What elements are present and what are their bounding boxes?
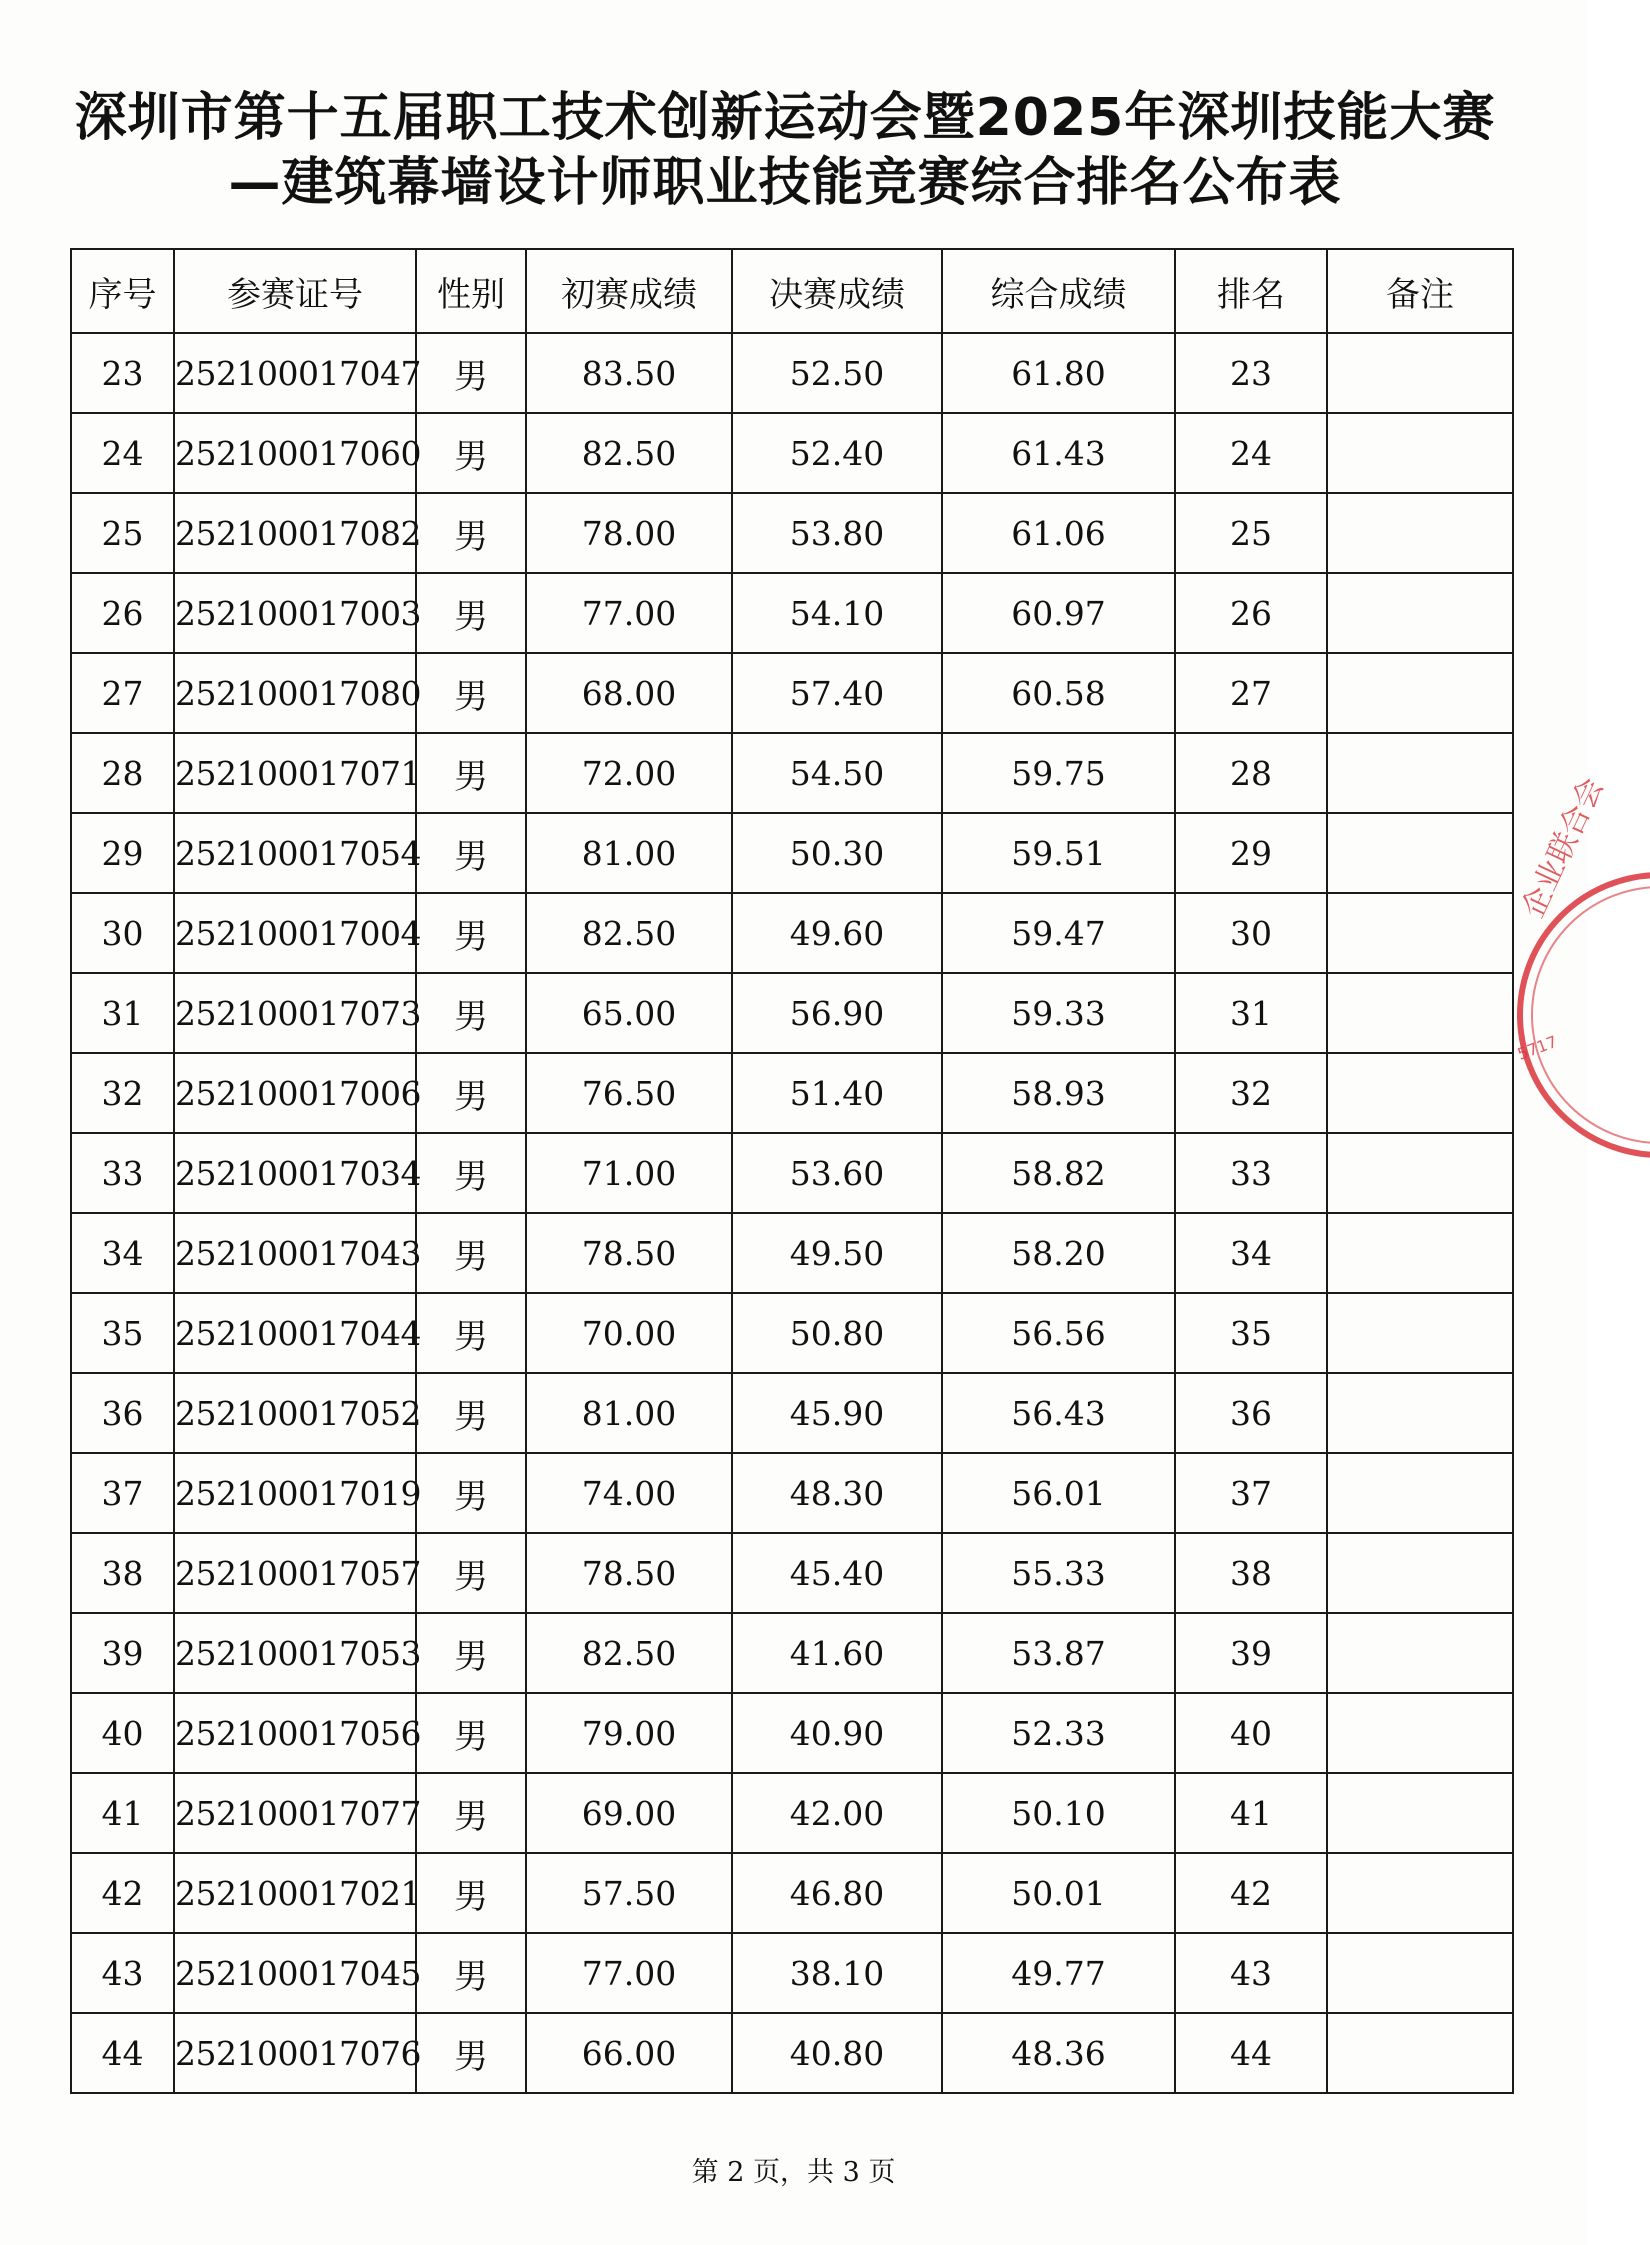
cell-preliminary-score: 70.00 [526, 1293, 732, 1373]
cell-serial-number: 24 [71, 413, 174, 493]
cell-certificate-number: 252100017003 [174, 573, 416, 653]
cell-serial-number: 37 [71, 1453, 174, 1533]
cell-rank: 44 [1175, 2013, 1327, 2093]
cell-gender: 男 [416, 653, 526, 733]
header-preliminary-score: 初赛成绩 [526, 249, 732, 333]
cell-serial-number: 33 [71, 1133, 174, 1213]
cell-remarks [1327, 1613, 1513, 1693]
cell-final-score: 49.60 [732, 893, 942, 973]
cell-certificate-number: 252100017080 [174, 653, 416, 733]
cell-certificate-number: 252100017019 [174, 1453, 416, 1533]
cell-gender: 男 [416, 1693, 526, 1773]
cell-certificate-number: 252100017060 [174, 413, 416, 493]
cell-gender: 男 [416, 1933, 526, 2013]
cell-serial-number: 31 [71, 973, 174, 1053]
cell-preliminary-score: 82.50 [526, 893, 732, 973]
cell-rank: 35 [1175, 1293, 1327, 1373]
cell-rank: 24 [1175, 413, 1327, 493]
cell-overall-score: 58.93 [942, 1053, 1175, 1133]
cell-overall-score: 61.80 [942, 333, 1175, 413]
table-row [71, 573, 1513, 653]
table-row [71, 333, 1513, 413]
cell-remarks [1327, 1693, 1513, 1773]
cell-final-score: 48.30 [732, 1453, 942, 1533]
table-row [71, 893, 1513, 973]
official-seal-stamp [1500, 772, 1650, 1170]
table-row [71, 2013, 1513, 2093]
cell-final-score: 42.00 [732, 1773, 942, 1853]
cell-remarks [1327, 1453, 1513, 1533]
cell-gender: 男 [416, 733, 526, 813]
cell-overall-score: 58.20 [942, 1213, 1175, 1293]
cell-gender: 男 [416, 1373, 526, 1453]
cell-overall-score: 59.33 [942, 973, 1175, 1053]
cell-final-score: 54.50 [732, 733, 942, 813]
cell-final-score: 46.80 [732, 1853, 942, 1933]
table-row [71, 1293, 1513, 1373]
cell-remarks [1327, 1853, 1513, 1933]
table-row [71, 1933, 1513, 2013]
cell-final-score: 52.40 [732, 413, 942, 493]
cell-overall-score: 50.10 [942, 1773, 1175, 1853]
cell-preliminary-score: 76.50 [526, 1053, 732, 1133]
cell-serial-number: 28 [71, 733, 174, 813]
cell-remarks [1327, 573, 1513, 653]
header-remarks: 备注 [1327, 249, 1513, 333]
header-gender: 性别 [416, 249, 526, 333]
cell-final-score: 53.80 [732, 493, 942, 573]
cell-serial-number: 39 [71, 1613, 174, 1693]
cell-preliminary-score: 82.50 [526, 413, 732, 493]
cell-final-score: 51.40 [732, 1053, 942, 1133]
table-row [71, 1773, 1513, 1853]
table-row [71, 1853, 1513, 1933]
cell-remarks [1327, 1533, 1513, 1613]
cell-overall-score: 53.87 [942, 1613, 1175, 1693]
table-row [71, 813, 1513, 893]
cell-overall-score: 52.33 [942, 1693, 1175, 1773]
cell-remarks [1327, 2013, 1513, 2093]
cell-certificate-number: 252100017045 [174, 1933, 416, 2013]
cell-gender: 男 [416, 1453, 526, 1533]
table-row [71, 493, 1513, 573]
cell-preliminary-score: 72.00 [526, 733, 732, 813]
cell-preliminary-score: 78.50 [526, 1533, 732, 1613]
cell-remarks [1327, 733, 1513, 813]
cell-serial-number: 30 [71, 893, 174, 973]
cell-certificate-number: 252100017082 [174, 493, 416, 573]
cell-rank: 41 [1175, 1773, 1327, 1853]
table-row [71, 1613, 1513, 1693]
table-header-row [71, 249, 1513, 333]
cell-remarks [1327, 333, 1513, 413]
cell-rank: 36 [1175, 1373, 1327, 1453]
cell-remarks [1327, 493, 1513, 573]
cell-gender: 男 [416, 413, 526, 493]
cell-remarks [1327, 893, 1513, 973]
cell-overall-score: 58.82 [942, 1133, 1175, 1213]
cell-certificate-number: 252100017071 [174, 733, 416, 813]
cell-gender: 男 [416, 1613, 526, 1693]
cell-serial-number: 29 [71, 813, 174, 893]
cell-overall-score: 49.77 [942, 1933, 1175, 2013]
cell-final-score: 52.50 [732, 333, 942, 413]
cell-overall-score: 59.47 [942, 893, 1175, 973]
cell-certificate-number: 252100017044 [174, 1293, 416, 1373]
cell-overall-score: 56.43 [942, 1373, 1175, 1453]
table-row [71, 653, 1513, 733]
cell-rank: 37 [1175, 1453, 1327, 1533]
header-certificate-number: 参赛证号 [174, 249, 416, 333]
header-overall-score: 综合成绩 [942, 249, 1175, 333]
cell-certificate-number: 252100017073 [174, 973, 416, 1053]
cell-preliminary-score: 66.00 [526, 2013, 732, 2093]
cell-preliminary-score: 74.00 [526, 1453, 732, 1533]
cell-certificate-number: 252100017057 [174, 1533, 416, 1613]
cell-final-score: 50.80 [732, 1293, 942, 1373]
table-row [71, 1533, 1513, 1613]
cell-overall-score: 60.58 [942, 653, 1175, 733]
cell-certificate-number: 252100017004 [174, 893, 416, 973]
header-final-score: 决赛成绩 [732, 249, 942, 333]
cell-remarks [1327, 1053, 1513, 1133]
cell-gender: 男 [416, 333, 526, 413]
cell-overall-score: 55.33 [942, 1533, 1175, 1613]
cell-serial-number: 41 [71, 1773, 174, 1853]
cell-overall-score: 59.51 [942, 813, 1175, 893]
table-row [71, 413, 1513, 493]
cell-certificate-number: 252100017056 [174, 1693, 416, 1773]
cell-final-score: 38.10 [732, 1933, 942, 2013]
cell-certificate-number: 252100017053 [174, 1613, 416, 1693]
cell-rank: 40 [1175, 1693, 1327, 1773]
cell-remarks [1327, 1373, 1513, 1453]
header-rank: 排名 [1175, 249, 1327, 333]
cell-certificate-number: 252100017034 [174, 1133, 416, 1213]
cell-certificate-number: 252100017054 [174, 813, 416, 893]
cell-gender: 男 [416, 1213, 526, 1293]
cell-serial-number: 27 [71, 653, 174, 733]
cell-serial-number: 32 [71, 1053, 174, 1133]
cell-rank: 34 [1175, 1213, 1327, 1293]
cell-overall-score: 50.01 [942, 1853, 1175, 1933]
cell-final-score: 49.50 [732, 1213, 942, 1293]
cell-remarks [1327, 653, 1513, 733]
table-row [71, 1213, 1513, 1293]
seal-code: 5717 [1514, 1031, 1560, 1064]
cell-gender: 男 [416, 2013, 526, 2093]
table-row [71, 1453, 1513, 1533]
cell-preliminary-score: 78.00 [526, 493, 732, 573]
cell-preliminary-score: 81.00 [526, 1373, 732, 1453]
cell-gender: 男 [416, 493, 526, 573]
cell-serial-number: 35 [71, 1293, 174, 1373]
cell-rank: 32 [1175, 1053, 1327, 1133]
cell-final-score: 41.60 [732, 1613, 942, 1693]
cell-rank: 39 [1175, 1613, 1327, 1693]
cell-rank: 26 [1175, 573, 1327, 653]
table-row [71, 1053, 1513, 1133]
page-footer: 第 2 页，共 3 页 [691, 2157, 896, 2188]
cell-preliminary-score: 71.00 [526, 1133, 732, 1213]
cell-gender: 男 [416, 1053, 526, 1133]
cell-final-score: 50.30 [732, 813, 942, 893]
cell-overall-score: 61.43 [942, 413, 1175, 493]
cell-serial-number: 42 [71, 1853, 174, 1933]
table-row [71, 1373, 1513, 1453]
cell-certificate-number: 252100017052 [174, 1373, 416, 1453]
cell-preliminary-score: 79.00 [526, 1693, 732, 1773]
cell-overall-score: 59.75 [942, 733, 1175, 813]
cell-gender: 男 [416, 893, 526, 973]
cell-certificate-number: 252100017043 [174, 1213, 416, 1293]
cell-overall-score: 61.06 [942, 493, 1175, 573]
cell-serial-number: 36 [71, 1373, 174, 1453]
cell-serial-number: 25 [71, 493, 174, 573]
cell-rank: 38 [1175, 1533, 1327, 1613]
cell-gender: 男 [416, 1853, 526, 1933]
cell-remarks [1327, 1773, 1513, 1853]
cell-gender: 男 [416, 1533, 526, 1613]
cell-overall-score: 60.97 [942, 573, 1175, 653]
cell-gender: 男 [416, 973, 526, 1053]
cell-preliminary-score: 78.50 [526, 1213, 732, 1293]
cell-gender: 男 [416, 813, 526, 893]
header-serial-number: 序号 [71, 249, 174, 333]
cell-overall-score: 48.36 [942, 2013, 1175, 2093]
cell-preliminary-score: 77.00 [526, 1933, 732, 2013]
cell-serial-number: 38 [71, 1533, 174, 1613]
cell-final-score: 53.60 [732, 1133, 942, 1213]
cell-rank: 31 [1175, 973, 1327, 1053]
table-row [71, 733, 1513, 813]
cell-remarks [1327, 1293, 1513, 1373]
cell-certificate-number: 252100017077 [174, 1773, 416, 1853]
cell-final-score: 45.40 [732, 1533, 942, 1613]
cell-overall-score: 56.56 [942, 1293, 1175, 1373]
cell-remarks [1327, 413, 1513, 493]
seal-text: 企业联合会 [1515, 772, 1611, 924]
cell-certificate-number: 252100017047 [174, 333, 416, 413]
cell-rank: 33 [1175, 1133, 1327, 1213]
cell-preliminary-score: 57.50 [526, 1853, 732, 1933]
cell-final-score: 57.40 [732, 653, 942, 733]
cell-serial-number: 34 [71, 1213, 174, 1293]
cell-serial-number: 43 [71, 1933, 174, 2013]
cell-rank: 43 [1175, 1933, 1327, 2013]
cell-certificate-number: 252100017021 [174, 1853, 416, 1933]
cell-preliminary-score: 81.00 [526, 813, 732, 893]
cell-rank: 27 [1175, 653, 1327, 733]
table-row [71, 973, 1513, 1053]
ranking-table [70, 248, 1514, 2094]
cell-preliminary-score: 83.50 [526, 333, 732, 413]
cell-gender: 男 [416, 573, 526, 653]
table-row [71, 1133, 1513, 1213]
cell-overall-score: 56.01 [942, 1453, 1175, 1533]
cell-gender: 男 [416, 1293, 526, 1373]
cell-remarks [1327, 813, 1513, 893]
cell-serial-number: 26 [71, 573, 174, 653]
cell-remarks [1327, 1133, 1513, 1213]
document-title-line-2: —建筑幕墙设计师职业技能竞赛综合排名公布表 [228, 153, 1342, 213]
cell-gender: 男 [416, 1133, 526, 1213]
cell-preliminary-score: 68.00 [526, 653, 732, 733]
cell-preliminary-score: 65.00 [526, 973, 732, 1053]
cell-final-score: 40.80 [732, 2013, 942, 2093]
cell-serial-number: 40 [71, 1693, 174, 1773]
cell-rank: 25 [1175, 493, 1327, 573]
cell-preliminary-score: 77.00 [526, 573, 732, 653]
document-title-line-1: 深圳市第十五届职工技术创新运动会暨2025年深圳技能大赛 [74, 88, 1496, 148]
cell-remarks [1327, 1213, 1513, 1293]
cell-rank: 30 [1175, 893, 1327, 973]
ranking-table-body [71, 333, 1513, 2093]
cell-final-score: 56.90 [732, 973, 942, 1053]
cell-final-score: 45.90 [732, 1373, 942, 1453]
cell-rank: 28 [1175, 733, 1327, 813]
cell-serial-number: 23 [71, 333, 174, 413]
cell-preliminary-score: 82.50 [526, 1613, 732, 1693]
cell-certificate-number: 252100017006 [174, 1053, 416, 1133]
cell-gender: 男 [416, 1773, 526, 1853]
cell-final-score: 40.90 [732, 1693, 942, 1773]
cell-preliminary-score: 69.00 [526, 1773, 732, 1853]
cell-remarks [1327, 1933, 1513, 2013]
cell-serial-number: 44 [71, 2013, 174, 2093]
cell-certificate-number: 252100017076 [174, 2013, 416, 2093]
cell-rank: 42 [1175, 1853, 1327, 1933]
table-row [71, 1693, 1513, 1773]
cell-rank: 23 [1175, 333, 1327, 413]
cell-rank: 29 [1175, 813, 1327, 893]
cell-remarks [1327, 973, 1513, 1053]
cell-final-score: 54.10 [732, 573, 942, 653]
